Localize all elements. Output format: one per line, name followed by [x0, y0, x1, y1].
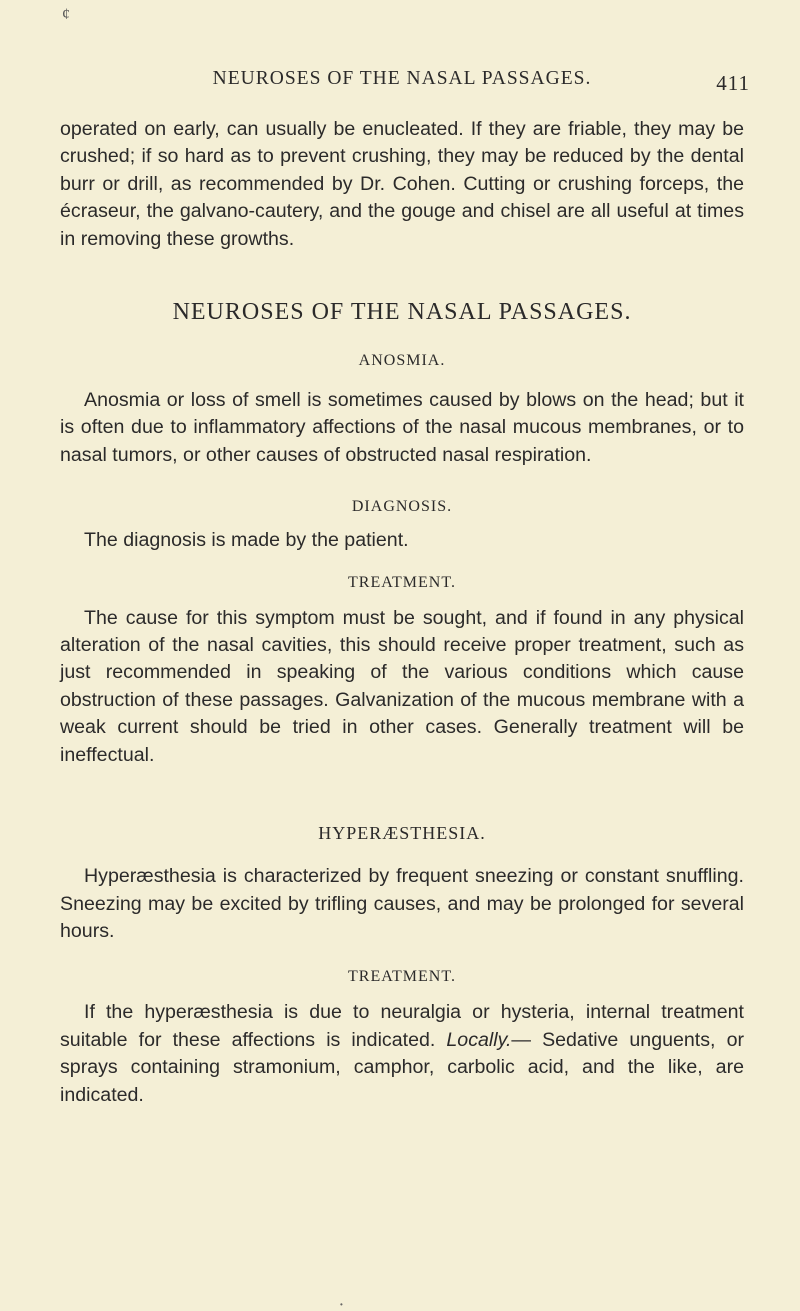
stray-mark: ¢ — [62, 6, 70, 23]
subheading-treatment-2: TREATMENT. — [348, 968, 456, 986]
treatment-text-end: — Sedative unguents, or sprays containing stramonium, camphor, carbolic acid, and the like, are indicated. — [60, 1028, 744, 1106]
stray-dot: • — [340, 1300, 343, 1309]
treatment-text-start: If the hyperæsthesia is due to neuralgia or hysteria, internal treatment suitable for these affections is indicated. — [60, 1001, 744, 1051]
subheading-diagnosis: DIAGNOSIS. — [351, 498, 453, 516]
subheading-treatment: TREATMENT. — [348, 573, 456, 591]
treatment-italic-locally: Locally. — [446, 1028, 512, 1051]
paragraph-anosmia: Anosmia or loss of smell is sometimes caused by blows on the head; but it is often due to inflammatory affections of the nasal mucous membranes, or to nasal tumors, or other causes of obstructed nasal respiration. — [60, 389, 744, 466]
page-number: 411 — [716, 71, 750, 95]
paragraph-diagnosis: The diagnosis is made by the patient. — [84, 529, 409, 552]
paragraph-hyperaesthesia: Hyperæsthesia is characterized by frequent sneezing or constant snuffling. Sneezing may be excited by trifling causes, and may be prolonged for several hours. — [60, 865, 744, 942]
section-title: NEUROSES OF THE NASAL PASSAGES. — [172, 299, 632, 326]
subheading-anosmia: ANOSMIA. — [358, 352, 446, 370]
subheading-hyperaesthesia: HYPERÆSTHESIA. — [318, 823, 486, 844]
paragraph-continuation: operated on early, can usually be enucleated. If they are friable, they may be crushed; if so hard as to prevent crushing, they may be reduced by the dental burr or drill, as recommended by Dr. Cohen. Cutting or crushing forceps, the écraseur, the galvano-cautery, and the gouge and chisel are all useful at times in removing these growths. — [60, 118, 744, 250]
running-title: NEUROSES OF THE NASAL PASSAGES. — [212, 68, 592, 89]
running-head — [60, 66, 750, 95]
paragraph-treatment: The cause for this symptom must be sought, and if found in any physical alteration of the nasal cavities, this should receive proper treatment, such as just recommended in speaking of the various conditions which cause obstruction of these passages. Galvanization of the mucous membrane with a weak current should be tried in other cases. Generally treatment will be ineffectual. — [60, 606, 744, 766]
book-page — [60, 66, 750, 1109]
paragraph-treatment-2 — [60, 999, 744, 1109]
